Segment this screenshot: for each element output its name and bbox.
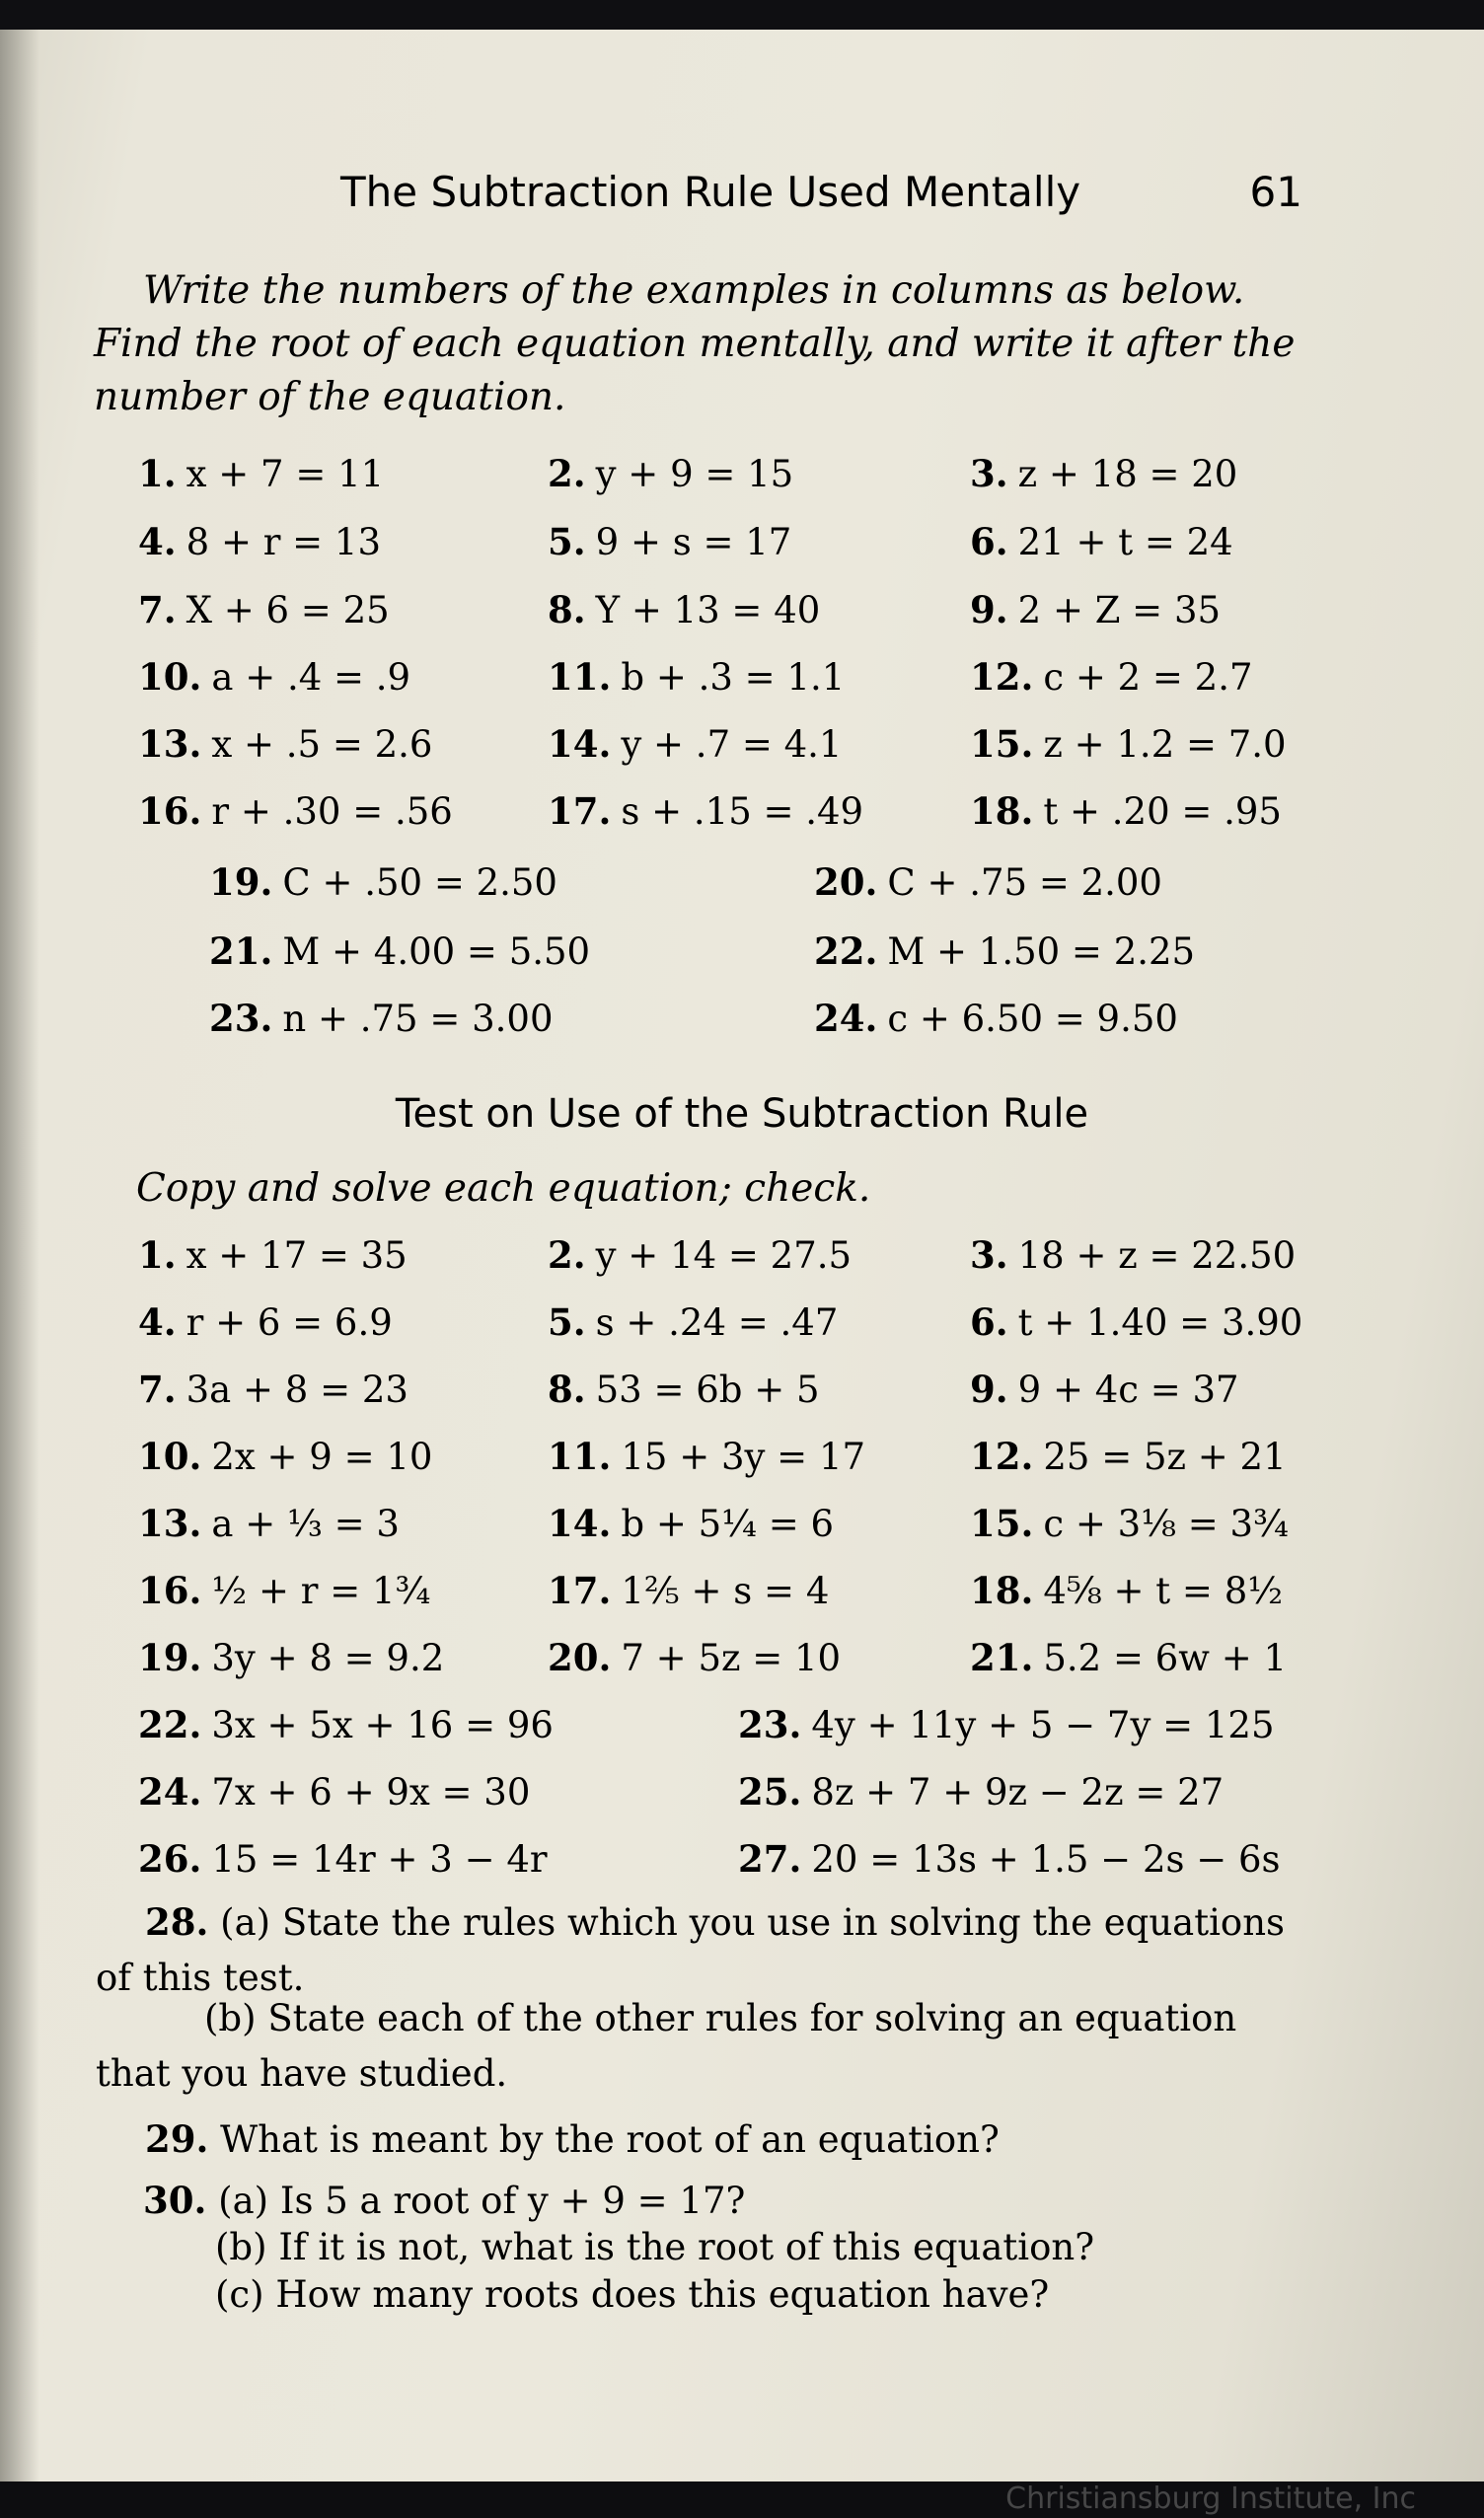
question-30c: (c) How many roots does this equation have? <box>215 2273 1050 2316</box>
equation-item <box>138 1636 444 1679</box>
equation-number: 26. <box>138 1837 202 1881</box>
equation-text: M + 4.00 = 5.50 <box>282 930 591 973</box>
page-title: The Subtraction Rule Used Mentally <box>340 168 1081 216</box>
equation-number: 10. <box>138 1435 202 1478</box>
equation-number: 20. <box>548 1636 612 1679</box>
equation-item <box>738 1770 1224 1814</box>
equation-item <box>138 1703 554 1746</box>
equation-text: b + .3 = 1.1 <box>621 656 846 699</box>
question-number: 28. <box>145 1900 209 1944</box>
equation-item <box>138 1368 408 1411</box>
equation-item <box>548 1569 829 1612</box>
equation-text: 8 + r = 13 <box>186 521 381 563</box>
equation-item <box>138 1435 432 1478</box>
equation-text: z + 1.2 = 7.0 <box>1043 723 1287 766</box>
equation-number: 19. <box>138 1636 202 1679</box>
equation-text: z + 18 = 20 <box>1017 453 1238 495</box>
equation-item <box>970 520 1233 563</box>
equation-text: X + 6 = 25 <box>186 589 390 631</box>
equation-text: 3x + 5x + 16 = 96 <box>211 1704 554 1746</box>
equation-item <box>548 1636 841 1679</box>
equation-text: r + 6 = 6.9 <box>186 1301 393 1344</box>
question-29 <box>96 2111 1304 2168</box>
equation-row <box>0 1368 1484 1427</box>
equation-text: t + .20 = .95 <box>1043 790 1282 833</box>
equation-item <box>138 1502 400 1545</box>
equation-number: 10. <box>138 655 202 699</box>
equation-number: 5. <box>548 1300 586 1344</box>
equation-item <box>548 655 845 699</box>
question-30b: (b) If it is not, what is the root of this equation? <box>215 2226 1095 2268</box>
equation-row <box>0 1837 1484 1896</box>
equation-item <box>138 1837 548 1881</box>
question-text: What is meant by the root of an equation? <box>220 2118 1000 2161</box>
equation-number: 2. <box>548 452 586 495</box>
equation-item <box>138 520 381 563</box>
equation-number: 16. <box>138 789 202 833</box>
equation-item <box>970 1435 1287 1478</box>
equation-text: 3y + 8 = 9.2 <box>211 1637 445 1679</box>
equation-number: 6. <box>970 520 1008 563</box>
equation-item <box>548 1435 865 1478</box>
equation-number: 18. <box>970 1569 1034 1612</box>
equation-text: s + .24 = .47 <box>595 1301 839 1344</box>
equation-row <box>0 1502 1484 1561</box>
equation-number: 8. <box>548 1368 586 1411</box>
equation-number: 15. <box>970 1502 1034 1545</box>
equation-row <box>0 1300 1484 1360</box>
equation-number: 24. <box>814 997 878 1040</box>
equation-text: 4⅝ + t = 8½ <box>1043 1570 1284 1612</box>
page-header <box>340 168 1302 216</box>
equation-text: c + 2 = 2.7 <box>1043 656 1253 699</box>
question-text: (a) Is 5 a root of y + 9 = 17? <box>218 2180 746 2222</box>
equation-row <box>0 655 1484 714</box>
equation-item <box>814 929 1195 973</box>
equation-text: 7x + 6 + 9x = 30 <box>211 1771 531 1814</box>
question-28a <box>96 1894 1304 2006</box>
equation-number: 14. <box>548 1502 612 1545</box>
equation-number: 11. <box>548 1435 612 1478</box>
equation-number: 3. <box>970 452 1008 495</box>
section1-instructions: Write the numbers of the examples in columns as below. Find the root of each equation mentally, and write it after the number of the equation. <box>94 268 1296 419</box>
equation-item <box>548 452 793 495</box>
equation-item <box>814 997 1178 1040</box>
equation-number: 15. <box>970 722 1034 766</box>
equation-item <box>738 1703 1275 1746</box>
equation-item <box>970 588 1221 631</box>
equation-text: M + 1.50 = 2.25 <box>887 930 1196 973</box>
equation-text: ½ + r = 1¾ <box>211 1570 431 1612</box>
equation-number: 3. <box>970 1233 1008 1277</box>
equation-number: 4. <box>138 520 177 563</box>
equation-row <box>0 929 1484 989</box>
equation-number: 12. <box>970 1435 1034 1478</box>
equation-number: 1. <box>138 1233 177 1277</box>
equation-number: 20. <box>814 860 878 904</box>
equation-text: 9 + 4c = 37 <box>1017 1369 1239 1411</box>
equation-text: s + .15 = .49 <box>621 790 864 833</box>
equation-text: 2 + Z = 35 <box>1017 589 1222 631</box>
equation-number: 18. <box>970 789 1034 833</box>
equation-item <box>970 1300 1302 1344</box>
equation-row <box>0 860 1484 920</box>
equation-item <box>209 929 590 973</box>
equation-number: 25. <box>738 1770 802 1814</box>
equation-number: 9. <box>970 588 1008 631</box>
equation-row <box>0 1636 1484 1695</box>
equation-row <box>0 520 1484 579</box>
question-30a <box>143 2179 745 2222</box>
equation-text: 2x + 9 = 10 <box>211 1436 433 1478</box>
equation-number: 19. <box>209 860 273 904</box>
equation-text: C + .50 = 2.50 <box>282 861 557 904</box>
equation-number: 11. <box>548 655 612 699</box>
equation-number: 6. <box>970 1300 1008 1344</box>
question-number: 29. <box>145 2117 209 2161</box>
equation-text: a + .4 = .9 <box>211 656 411 699</box>
equation-item <box>138 722 432 766</box>
equation-item <box>970 789 1282 833</box>
equation-number: 5. <box>548 520 586 563</box>
watermark: Christiansburg Institute, Inc <box>1005 2481 1416 2516</box>
equation-row <box>0 1703 1484 1762</box>
equation-text: b + 5¼ = 6 <box>621 1503 835 1545</box>
equation-number: 23. <box>209 997 273 1040</box>
equation-number: 8. <box>548 588 586 631</box>
equation-item <box>970 1368 1239 1411</box>
equation-text: 9 + s = 17 <box>595 521 792 563</box>
equation-text: a + ⅓ = 3 <box>211 1503 400 1545</box>
equation-text: x + 17 = 35 <box>186 1234 408 1277</box>
equation-text: y + .7 = 4.1 <box>621 723 843 766</box>
equation-item <box>970 655 1253 699</box>
equation-text: 53 = 6b + 5 <box>595 1369 820 1411</box>
equation-number: 27. <box>738 1837 802 1881</box>
equation-number: 16. <box>138 1569 202 1612</box>
equation-text: 18 + z = 22.50 <box>1017 1234 1297 1277</box>
equation-row <box>0 452 1484 511</box>
equation-item <box>970 1636 1287 1679</box>
equation-text: 21 + t = 24 <box>1017 521 1233 563</box>
equation-number: 24. <box>138 1770 202 1814</box>
equation-text: 25 = 5z + 21 <box>1043 1436 1287 1478</box>
equation-item <box>138 452 384 495</box>
equation-item <box>738 1837 1281 1881</box>
equation-text: 3a + 8 = 23 <box>186 1369 408 1411</box>
equation-row <box>0 588 1484 647</box>
equation-number: 23. <box>738 1703 802 1746</box>
equation-number: 7. <box>138 588 177 631</box>
section2-title: Test on Use of the Subtraction Rule <box>395 1091 1089 1137</box>
equation-item <box>548 1368 820 1411</box>
equation-text: n + .75 = 3.00 <box>282 998 554 1040</box>
equation-item <box>548 520 791 563</box>
equation-row <box>0 789 1484 849</box>
equation-item <box>548 588 820 631</box>
equation-number: 22. <box>814 929 878 973</box>
equation-text: x + 7 = 11 <box>186 453 385 495</box>
equation-item <box>548 1502 834 1545</box>
equation-text: x + .5 = 2.6 <box>211 723 433 766</box>
equation-row <box>0 1233 1484 1293</box>
equation-row <box>0 722 1484 781</box>
equation-item <box>138 1233 408 1277</box>
equation-row <box>0 1569 1484 1628</box>
equation-number: 13. <box>138 722 202 766</box>
equation-text: r + .30 = .56 <box>211 790 453 833</box>
equation-text: c + 3⅛ = 3¾ <box>1043 1503 1289 1545</box>
equation-text: C + .75 = 2.00 <box>887 861 1162 904</box>
equation-row <box>0 1435 1484 1494</box>
equation-number: 12. <box>970 655 1034 699</box>
equation-number: 2. <box>548 1233 586 1277</box>
equation-number: 17. <box>548 1569 612 1612</box>
equation-text: c + 6.50 = 9.50 <box>887 998 1178 1040</box>
equation-number: 1. <box>138 452 177 495</box>
question-28b: (b) State each of the other rules for solving an equation that you have studied. <box>96 1997 1237 2095</box>
equation-number: 13. <box>138 1502 202 1545</box>
equation-text: 5.2 = 6w + 1 <box>1043 1637 1288 1679</box>
equation-text: y + 9 = 15 <box>595 453 794 495</box>
equation-item <box>548 1300 838 1344</box>
equation-number: 21. <box>970 1636 1034 1679</box>
equation-number: 21. <box>209 929 273 973</box>
equation-text: 15 = 14r + 3 − 4r <box>211 1838 548 1881</box>
equation-item <box>138 588 390 631</box>
equation-number: 14. <box>548 722 612 766</box>
equation-number: 22. <box>138 1703 202 1746</box>
equation-item <box>138 1569 430 1612</box>
equation-row <box>0 997 1484 1056</box>
equation-item <box>970 452 1237 495</box>
equation-text: y + 14 = 27.5 <box>595 1234 853 1277</box>
page-number: 61 <box>1249 168 1302 216</box>
equation-text: 20 = 13s + 1.5 − 2s − 6s <box>811 1838 1281 1881</box>
equation-text: 15 + 3y = 17 <box>621 1436 866 1478</box>
equation-number: 7. <box>138 1368 177 1411</box>
equation-item <box>209 860 557 904</box>
question-number: 30. <box>143 2179 207 2222</box>
equation-item <box>138 655 410 699</box>
equation-text: t + 1.40 = 3.90 <box>1017 1301 1303 1344</box>
equation-row <box>0 1770 1484 1829</box>
question-text: (a) State the rules which you use in solving the equations of this test. <box>96 1901 1286 1999</box>
equation-item <box>970 1569 1283 1612</box>
equation-item <box>970 722 1287 766</box>
equation-item <box>548 1233 852 1277</box>
equation-text: 7 + 5z = 10 <box>621 1637 842 1679</box>
equation-item <box>548 722 842 766</box>
equation-item <box>970 1233 1296 1277</box>
equation-item <box>814 860 1162 904</box>
equation-text: 4y + 11y + 5 − 7y = 125 <box>811 1704 1275 1746</box>
equation-item <box>138 789 453 833</box>
equation-text: Y + 13 = 40 <box>595 589 821 631</box>
equation-number: 4. <box>138 1300 177 1344</box>
equation-item <box>138 1300 393 1344</box>
equation-item <box>970 1502 1289 1545</box>
equation-text: 8z + 7 + 9z − 2z = 27 <box>811 1771 1224 1814</box>
equation-number: 17. <box>548 789 612 833</box>
equation-text: 1⅖ + s = 4 <box>621 1570 830 1612</box>
section2-instructions: Copy and solve each equation; check. <box>136 1166 871 1211</box>
equation-item <box>138 1770 530 1814</box>
equation-item <box>209 997 553 1040</box>
equation-item <box>548 789 863 833</box>
equation-number: 9. <box>970 1368 1008 1411</box>
